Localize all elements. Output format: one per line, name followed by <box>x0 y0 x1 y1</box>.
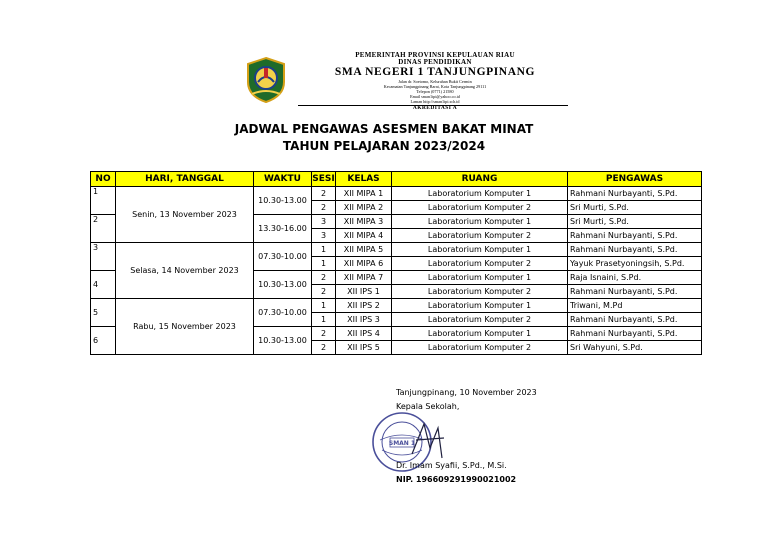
cell-ruang: Laboratorium Komputer 2 <box>392 341 568 355</box>
cell-kelas: XII MIPA 6 <box>336 257 392 271</box>
cell-no: 3 <box>91 243 116 271</box>
cell-ruang: Laboratorium Komputer 2 <box>392 229 568 243</box>
cell-no: 4 <box>91 271 116 299</box>
header-hari: HARI, TANGGAL <box>116 172 254 187</box>
cell-kelas: XII MIPA 1 <box>336 187 392 201</box>
signature-mark-icon <box>408 418 448 463</box>
cell-sesi: 2 <box>312 327 336 341</box>
cell-time: 07.30-10.00 <box>254 243 312 271</box>
cell-sesi: 1 <box>312 313 336 327</box>
letterhead-web: Laman http://sman1tpi.sch.id <box>410 98 460 104</box>
cell-ruang: Laboratorium Komputer 1 <box>392 215 568 229</box>
cell-pengawas: Sri Wahyuni, S.Pd. <box>568 341 702 355</box>
seal-icon <box>244 56 288 104</box>
cell-pengawas: Rahmani Nurbayanti, S.Pd. <box>568 187 702 201</box>
cell-no: 1 <box>91 187 116 215</box>
cell-pengawas: Raja Isnaini, S.Pd. <box>568 271 702 285</box>
letterhead-province: PEMERINTAH PROVINSI KEPULAUAN RIAU <box>355 51 515 59</box>
cell-sesi: 2 <box>312 271 336 285</box>
cell-pengawas: Rahmani Nurbayanti, S.Pd. <box>568 229 702 243</box>
title-line-2: TAHUN PELAJARAN 2023/2024 <box>282 139 486 153</box>
cell-time: 10.30-13.00 <box>254 327 312 355</box>
table-header-row <box>91 172 702 187</box>
cell-pengawas: Triwani, M.Pd <box>568 299 702 313</box>
cell-kelas: XII IPS 3 <box>336 313 392 327</box>
cell-time: 10.30-13.00 <box>254 271 312 299</box>
cell-pengawas: Sri Murti, S.Pd. <box>568 201 702 215</box>
letterhead-email: Email sman1tpi@yahoo.co.id <box>410 93 460 99</box>
cell-kelas: XII IPS 2 <box>336 299 392 313</box>
letterhead-text <box>304 52 566 111</box>
cell-no: 2 <box>91 215 116 243</box>
cell-pengawas: Sri Murti, S.Pd. <box>568 215 702 229</box>
cell-kelas: XII IPS 5 <box>336 341 392 355</box>
signature-name: Dr. Imam Syafii, S.Pd., M.Si. <box>396 461 507 470</box>
cell-sesi: 1 <box>312 257 336 271</box>
cell-time: 07.30-10.00 <box>254 299 312 327</box>
cell-ruang: Laboratorium Komputer 2 <box>392 285 568 299</box>
cell-pengawas: Rahmani Nurbayanti, S.Pd. <box>568 243 702 257</box>
cell-time: 10.30-13.00 <box>254 187 312 215</box>
letterhead-address-2: Kecamatan Tanjungpinang Barat, Kota Tanjungpinang 29111 <box>383 83 487 89</box>
cell-ruang: Laboratorium Komputer 1 <box>392 299 568 313</box>
cell-sesi: 1 <box>312 243 336 257</box>
cell-ruang: Laboratorium Komputer 2 <box>392 201 568 215</box>
cell-kelas: XII IPS 4 <box>336 327 392 341</box>
letterhead-address-1: Jalan dr. Soetomo, Kelurahan Bukit Cermin <box>398 78 472 84</box>
cell-sesi: 2 <box>312 201 336 215</box>
cell-ruang: Laboratorium Komputer 1 <box>392 271 568 285</box>
schedule-table <box>90 171 702 355</box>
letterhead-agency: DINAS PENDIDIKAN <box>398 58 472 66</box>
cell-kelas: XII MIPA 4 <box>336 229 392 243</box>
cell-kelas: XII IPS 1 <box>336 285 392 299</box>
cell-kelas: XII MIPA 7 <box>336 271 392 285</box>
cell-sesi: 3 <box>312 229 336 243</box>
header-waktu: WAKTU <box>254 172 312 187</box>
cell-no: 6 <box>91 327 116 355</box>
cell-pengawas: Yayuk Prasetyoningsih, S.Pd. <box>568 257 702 271</box>
header-kelas: KELAS <box>336 172 392 187</box>
letterhead <box>238 51 568 111</box>
cell-ruang: Laboratorium Komputer 1 <box>392 187 568 201</box>
cell-pengawas: Rahmani Nurbayanti, S.Pd. <box>568 327 702 341</box>
cell-kelas: XII MIPA 2 <box>336 201 392 215</box>
title-line-1: JADWAL PENGAWAS ASESMEN BAKAT MINAT <box>234 122 534 136</box>
cell-day: Selasa, 14 November 2023 <box>116 243 254 299</box>
cell-day: Rabu, 15 November 2023 <box>116 299 254 355</box>
letterhead-school: SMA NEGERI 1 TANJUNGPINANG <box>334 66 536 78</box>
cell-sesi: 2 <box>312 187 336 201</box>
document-title <box>0 121 768 155</box>
cell-sesi: 3 <box>312 215 336 229</box>
table-row <box>91 299 702 313</box>
table-row <box>91 243 702 257</box>
cell-time: 13.30-16.00 <box>254 215 312 243</box>
stamp-text: SMAN 1 <box>388 440 416 447</box>
header-sesi: SESI <box>312 172 336 187</box>
cell-no: 5 <box>91 299 116 327</box>
letterhead-phone: Telepon (0771) 21580 <box>416 88 454 94</box>
letterhead-accreditation: AKREDITASI A <box>412 104 458 111</box>
cell-kelas: XII MIPA 3 <box>336 215 392 229</box>
header-no: NO <box>91 172 116 187</box>
cell-kelas: XII MIPA 5 <box>336 243 392 257</box>
cell-ruang: Laboratorium Komputer 2 <box>392 257 568 271</box>
letterhead-divider <box>298 105 568 106</box>
signature-place-date: Tanjungpinang, 10 November 2023 <box>396 388 537 397</box>
table-row <box>91 187 702 201</box>
cell-day: Senin, 13 November 2023 <box>116 187 254 243</box>
signature-role: Kepala Sekolah, <box>396 402 460 411</box>
header-pengawas: PENGAWAS <box>568 172 702 187</box>
cell-ruang: Laboratorium Komputer 2 <box>392 313 568 327</box>
cell-pengawas: Rahmani Nurbayanti, S.Pd. <box>568 285 702 299</box>
cell-ruang: Laboratorium Komputer 1 <box>392 243 568 257</box>
header-ruang: RUANG <box>392 172 568 187</box>
signature-nip: NIP. 196609291990021002 <box>396 475 517 484</box>
cell-pengawas: Rahmani Nurbayanti, S.Pd. <box>568 313 702 327</box>
cell-sesi: 2 <box>312 341 336 355</box>
cell-sesi: 2 <box>312 285 336 299</box>
cell-ruang: Laboratorium Komputer 1 <box>392 327 568 341</box>
cell-sesi: 1 <box>312 299 336 313</box>
